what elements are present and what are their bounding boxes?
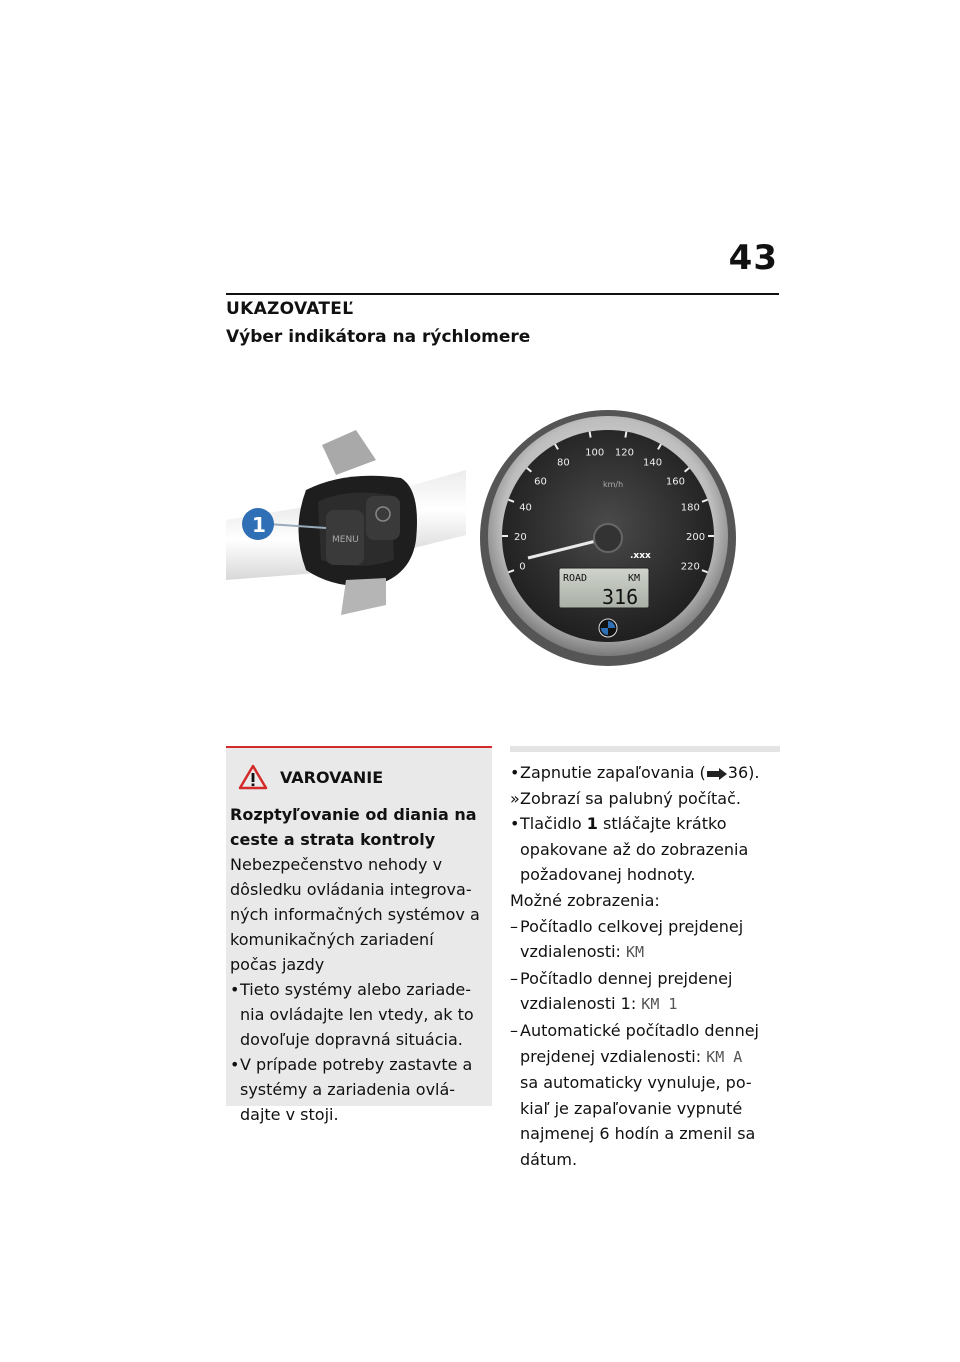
svg-text:km/h: km/h bbox=[603, 480, 624, 489]
display-option: – Počítadlo dennej prejdenej vzdialenosti 1: KM 1 bbox=[510, 968, 733, 1014]
speed-tick-label: 100 bbox=[585, 447, 605, 459]
step-button: • Tlačidlo 1 stláčajte krátko opakovane až do zobrazenia požadovanej hodnoty. bbox=[510, 814, 749, 885]
speed-tick-label: 40 bbox=[519, 502, 532, 514]
warning-box bbox=[226, 746, 492, 1124]
speed-tick-label: 200 bbox=[686, 532, 706, 543]
speed-tick-label: 80 bbox=[557, 457, 570, 469]
page-subtitle: Výber indikátora na rýchlomere bbox=[226, 327, 531, 347]
possible-displays: Možné zobrazenia: bbox=[510, 890, 660, 910]
page-ref-arrow-icon bbox=[706, 768, 728, 780]
warning-title: VAROVANIE bbox=[280, 767, 384, 787]
warning-bullet: • Tieto systémy alebo zariade-nia ovládajte len vtedy, ak to dovoľuje dopravná situácia. bbox=[230, 980, 474, 1049]
speed-tick-label: 20 bbox=[514, 532, 527, 543]
warning-text: Nebezpečenstvo nehody v dôsledku ovládania integrova-ných informačných systémov a komunikačných zariadení počas jazdy bbox=[230, 855, 480, 974]
svg-text:KM: KM bbox=[628, 573, 641, 584]
page-number: 43 bbox=[728, 238, 778, 278]
display-option: – Automatické počítadlo dennej prejdenej vzdialenosti: KM A sa automaticky vynuluje, po-kiaľ je zapaľovanie vypnuté najmenej 6 hodín a zmenil sa dátum. bbox=[510, 1020, 759, 1169]
svg-text:316: 316 bbox=[602, 585, 639, 609]
result-computer: » Zobrazí sa palubný počítač. bbox=[510, 788, 741, 808]
speed-tick-mark bbox=[625, 432, 626, 438]
speed-tick-mark bbox=[590, 432, 591, 438]
speed-tick-label: 140 bbox=[643, 457, 663, 469]
svg-text:.xxx: .xxx bbox=[630, 551, 651, 561]
svg-text:ROAD: ROAD bbox=[563, 573, 588, 584]
step-ignition: • Zapnutie zapaľovania ( 36). bbox=[510, 763, 760, 782]
top-rule bbox=[226, 293, 779, 295]
warning-heading: Rozptyľovanie od diania na ceste a strata kontroly bbox=[230, 805, 477, 849]
instructions bbox=[510, 746, 780, 1173]
warning-icon bbox=[238, 764, 268, 790]
speedometer-figure bbox=[226, 400, 779, 730]
warning-bullet: • V prípade potreby zastavte a systémy a zariadenia ovlá-dajte v stoji. bbox=[230, 1055, 473, 1124]
speed-tick-label: 180 bbox=[680, 502, 700, 514]
speed-tick-label: 160 bbox=[665, 476, 685, 488]
speed-tick-label: 220 bbox=[680, 561, 700, 573]
speed-tick-label: 0 bbox=[519, 561, 526, 573]
callout-1: 1 bbox=[252, 513, 266, 537]
section-title: UKAZOVATEĽ bbox=[226, 299, 354, 319]
display-option: – Počítadlo celkovej prejdenej vzdialenosti: KM bbox=[510, 916, 744, 962]
svg-text:MENU: MENU bbox=[332, 535, 359, 545]
speed-tick-label: 60 bbox=[534, 476, 547, 488]
speed-tick-label: 120 bbox=[614, 447, 634, 459]
